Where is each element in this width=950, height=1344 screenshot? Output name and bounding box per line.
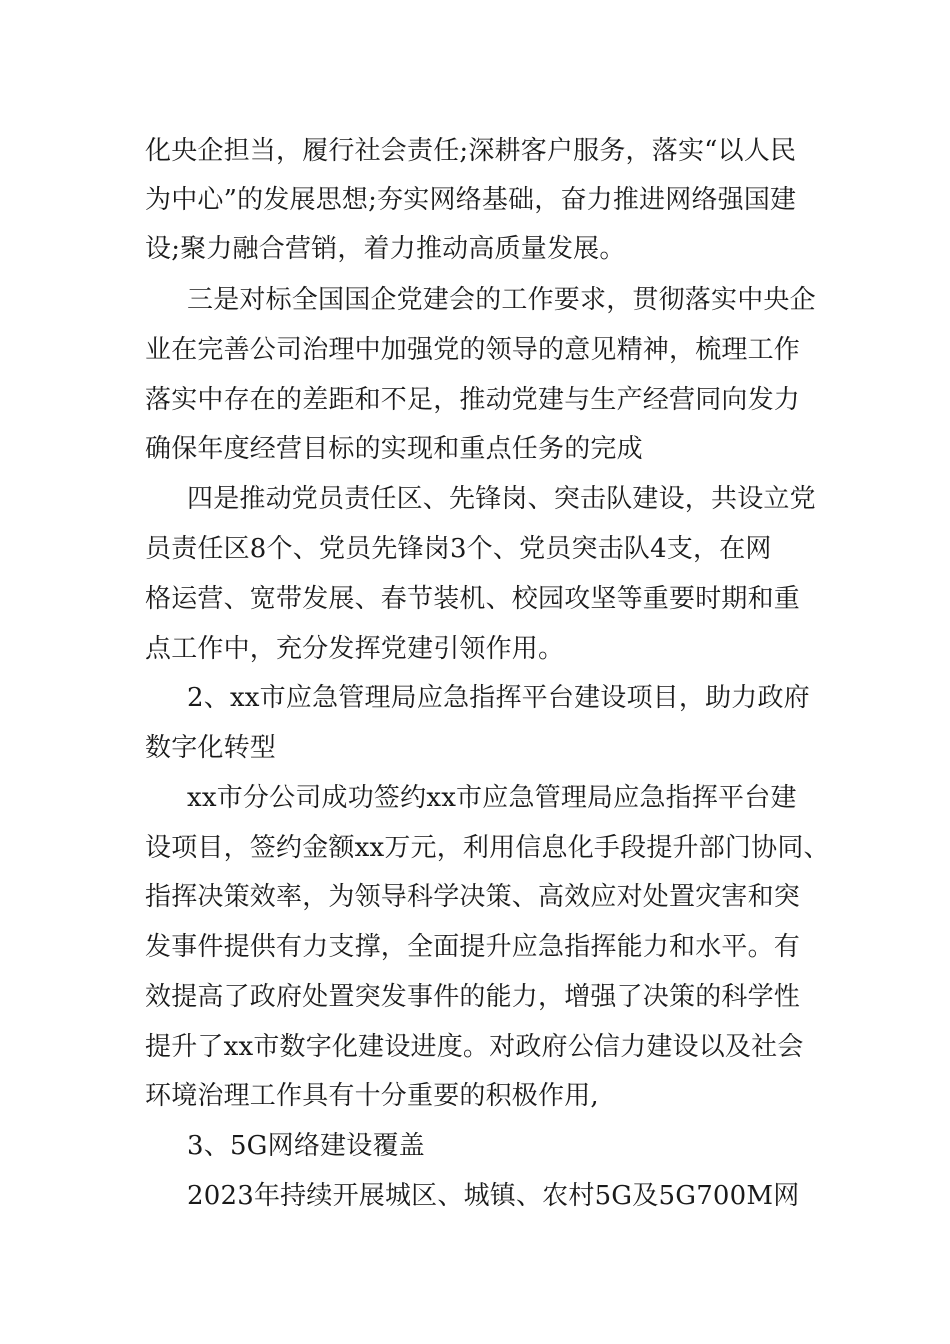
paragraph-1-line-3: 设;聚力融合营销，着力推动高质量发展。 [145,234,626,264]
paragraph-2-line-2: 业在完善公司治理中加强党的领导的意见精神，梳理工作 [145,335,801,365]
section-2-heading-line-2: 数字化转型 [145,733,277,763]
paragraph-3-line-2: 员责任区8个、党员先锋岗3个、党员突击队4支，在网 [145,534,772,564]
paragraph-5-line-3: 指挥决策效率，为领导科学决策、高效应对处置灾害和突 [145,882,801,912]
paragraph-2-line-4: 确保年度经营目标的实现和重点任务的完成 [145,434,643,464]
paragraph-3-line-1: 四是推动党员责任区、先锋岗、突击队建设，共设立党 [187,484,816,514]
paragraph-5-line-5: 效提高了政府处置突发事件的能力，增强了决策的科学性 [145,982,801,1012]
paragraph-5-line-2: 设项目，签约金额xx万元，利用信息化手段提升部门协同、 [145,833,830,863]
paragraph-1-line-1: 化央企担当，履行社会责任;深耕客户服务，落实“以人民 [145,136,797,166]
paragraph-5-line-7: 环境治理工作具有十分重要的积极作用, [145,1081,599,1111]
paragraph-1-line-2: 为中心”的发展思想;夯实网络基础，奋力推进网络强国建 [145,185,797,215]
section-3-heading: 3、5G网络建设覆盖 [187,1131,425,1161]
section-2-heading-line-1: 2、xx市应急管理局应急指挥平台建设项目，助力政府 [187,683,810,713]
paragraph-2-line-3: 落实中存在的差距和不足，推动党建与生产经营同向发力 [145,385,801,415]
paragraph-2-line-1: 三是对标全国国企党建会的工作要求，贯彻落实中央企 [187,285,816,315]
paragraph-3-line-4: 点工作中，充分发挥党建引领作用。 [145,634,565,664]
paragraph-3-line-3: 格运营、宽带发展、春节装机、校园攻坚等重要时期和重 [145,584,801,614]
paragraph-5-line-1: xx市分公司成功签约xx市应急管理局应急指挥平台建 [187,783,797,813]
paragraph-7-line-1: 2023年持续开展城区、城镇、农村5G及5G700M网 [187,1181,800,1211]
paragraph-5-line-6: 提升了xx市数字化建设进度。对政府公信力建设以及社会 [145,1032,804,1062]
paragraph-5-line-4: 发事件提供有力支撑，全面提升应急指挥能力和水平。有 [145,932,801,962]
